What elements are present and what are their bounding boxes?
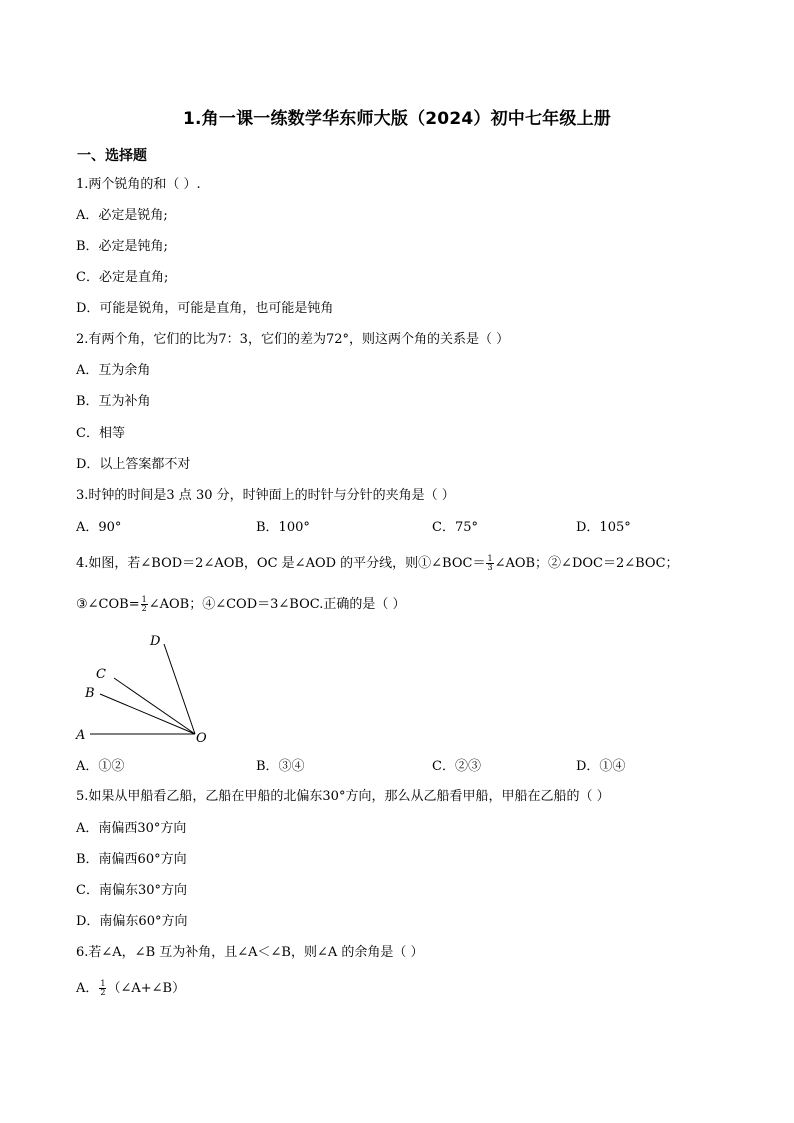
label-d: D [150,634,161,649]
question-1-option-b: B．必定是钝角; [76,239,168,254]
option-a-prefix: A． [76,981,99,996]
question-4-stem-text-1: 4.如图，若∠BOD＝2∠AOB，OC 是∠AOD 的平分线，则①∠BOC＝ [76,556,486,571]
question-2-stem: 2.有两个角，它们的比为7：3，它们的差为72°，则这两个角的关系是（ ） [76,332,510,347]
question-3-option-b: B．100° [256,520,310,535]
label-c: C [96,667,106,682]
question-6-option-a [76,980,185,998]
question-4-stem-text-3: ③∠COB= [76,597,140,612]
label-o: O [196,731,207,746]
ray-ob [100,694,195,734]
fraction-numerator: 1 [141,595,147,604]
fraction-one-half [141,596,148,613]
option-a-expression: （∠A+∠B） [107,981,186,996]
fraction-numerator: 1 [487,554,493,563]
question-4-option-b: B．③④ [256,759,305,774]
fraction-one-half [99,980,106,997]
question-4-stem-line-1 [76,555,679,573]
question-5-option-a: A．南偏西30°方向 [76,821,187,836]
question-3-option-c: C．75° [432,520,478,535]
question-5-stem: 5.如果从甲船看乙船，乙船在甲船的北偏东30°方向，那么从乙船看甲船，甲船在乙船的（ ） [76,789,610,804]
angle-figure [70,628,220,752]
question-5-option-c: C．南偏东30°方向 [76,883,187,898]
ray-oc [114,678,195,734]
fraction-denominator: 2 [100,988,106,997]
question-4-option-a: A．①② [76,759,125,774]
question-1-stem: 1.两个锐角的和（ ）. [76,177,201,192]
label-b: B [85,686,95,701]
question-4-option-c: C．②③ [432,759,481,774]
question-2-option-c: C．相等 [76,426,125,441]
question-1-option-c: C．必定是直角; [76,270,169,285]
fraction-numerator: 1 [100,979,106,988]
question-4-option-d: D．①④ [576,759,626,774]
label-a: A [76,728,86,743]
document-title: 1.角一课一练数学华东师大版（2024）初中七年级上册 [182,109,611,129]
angle-diagram [70,628,220,748]
question-1-option-d: D．可能是锐角，可能是直角，也可能是钝角 [76,301,334,316]
question-2-option-b: B．互为补角 [76,394,151,409]
question-4-stem-text-2: ∠AOB；②∠DOC＝2∠BOC； [494,556,679,571]
question-6-stem: 6.若∠A，∠B 互为补角，且∠A＜∠B，则∠A 的余角是（ ） [76,945,424,960]
question-2-option-a: A．互为余角 [76,363,151,378]
question-5-option-b: B．南偏西60°方向 [76,852,187,867]
question-3-stem: 3.时钟的时间是3 点 30 分，时钟面上的时针与分针的夹角是（ ） [76,488,455,503]
fraction-denominator: 2 [141,604,147,613]
question-1-option-a: A．必定是锐角; [76,208,168,223]
question-4-stem-text-4: ∠AOB；④∠COD＝3∠BOC.正确的是（ ） [148,597,406,612]
ray-od [164,644,195,734]
question-3-option-d: D．105° [576,520,631,535]
fraction-one-third [486,555,493,572]
question-4-stem-line-2 [76,596,405,614]
question-3-option-a: A．90° [76,520,122,535]
question-5-option-d: D．南偏东60°方向 [76,914,188,929]
fraction-denominator: 3 [487,563,493,572]
question-2-option-d: D．以上答案都不对 [76,457,191,472]
section-heading: 一、选择题 [77,148,147,164]
